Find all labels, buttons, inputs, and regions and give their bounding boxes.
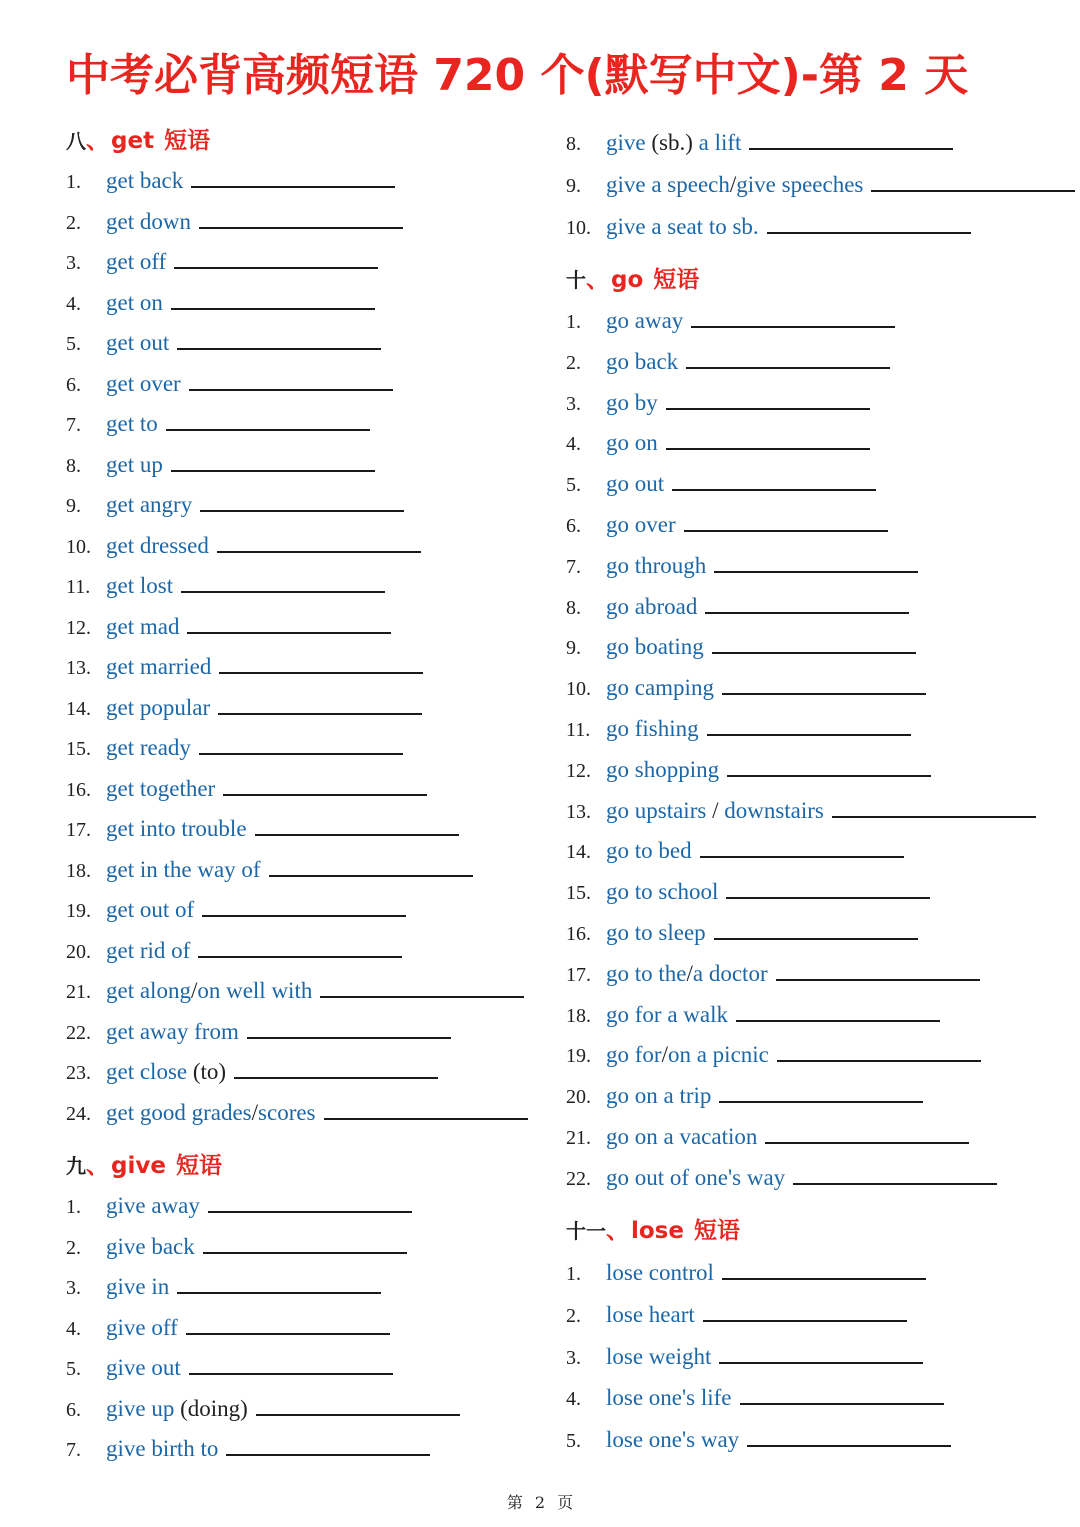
item-number: 5. — [66, 1358, 81, 1380]
item-number: 6. — [66, 1398, 81, 1421]
section-heading-keyword: get — [111, 128, 155, 154]
item-number: 2. — [566, 351, 581, 374]
answer-blank[interactable] — [217, 550, 421, 553]
answer-blank[interactable] — [776, 978, 980, 981]
phrase-row — [566, 713, 911, 745]
answer-blank[interactable] — [256, 1413, 460, 1416]
phrase-text: get in the way of — [106, 856, 261, 882]
item-number: 19. — [66, 900, 91, 922]
phrase-text: lose one's life — [606, 1385, 732, 1411]
phrase-text: give birth to — [106, 1436, 219, 1461]
phrase-text: give a seat to sb. — [606, 214, 759, 239]
answer-blank[interactable] — [199, 226, 403, 229]
phrase-row — [66, 813, 459, 845]
phrase-row — [566, 1424, 951, 1456]
answer-blank[interactable] — [203, 1251, 407, 1254]
phrase-text: get out of — [106, 897, 195, 922]
answer-blank[interactable] — [719, 1361, 923, 1364]
item-number: 3. — [66, 1277, 81, 1299]
item-number: 22. — [66, 1021, 91, 1044]
answer-blank[interactable] — [219, 671, 423, 674]
phrase-text: go over — [606, 512, 676, 537]
item-number: 5. — [566, 1430, 581, 1453]
item-number: 10. — [66, 535, 91, 558]
phrase-text: give a speech/give speeches — [606, 172, 864, 197]
phrase-row — [66, 1231, 407, 1263]
answer-blank[interactable] — [181, 590, 385, 593]
phrase-text: get to — [106, 411, 158, 436]
page-title: 中考必背高频短语 720 个(默写中文)-第 2 天 — [66, 50, 969, 101]
item-number: 3. — [566, 1346, 581, 1369]
item-number: 4. — [66, 292, 81, 315]
phrase-row — [566, 427, 870, 459]
answer-blank[interactable] — [189, 1372, 393, 1375]
answer-blank[interactable] — [832, 815, 1036, 818]
answer-blank[interactable] — [736, 1019, 940, 1022]
item-number: 18. — [66, 859, 91, 882]
phrase-row — [66, 246, 378, 278]
section-heading-give — [66, 1150, 222, 1182]
section-heading-numeral: 十一 — [566, 1219, 606, 1243]
phrase-row — [66, 611, 391, 643]
phrase-text: go to bed — [606, 838, 692, 864]
phrase-row — [66, 206, 403, 238]
section-heading-keyword: lose — [631, 1218, 684, 1244]
answer-blank[interactable] — [765, 1141, 969, 1144]
phrase-text: get into trouble — [106, 816, 247, 841]
answer-blank[interactable] — [189, 388, 393, 391]
phrase-row — [566, 591, 909, 623]
phrase-text: go away — [606, 308, 684, 333]
phrase-text: get up — [106, 451, 163, 477]
phrase-row — [66, 732, 403, 764]
phrase-row — [66, 1271, 381, 1303]
section-heading-keyword: give — [111, 1153, 166, 1179]
item-number: 6. — [66, 373, 81, 396]
answer-blank[interactable] — [186, 1332, 390, 1335]
answer-blank[interactable] — [166, 428, 370, 431]
answer-blank[interactable] — [202, 914, 406, 917]
answer-blank[interactable] — [208, 1210, 412, 1213]
answer-blank[interactable] — [234, 1076, 438, 1079]
item-number: 11. — [566, 719, 591, 741]
answer-blank[interactable] — [672, 488, 876, 491]
answer-blank[interactable] — [666, 407, 870, 410]
item-number: 5. — [66, 333, 81, 355]
section-heading-lose — [566, 1215, 740, 1247]
phrase-text: give off — [106, 1314, 178, 1340]
answer-blank[interactable] — [749, 147, 953, 150]
phrase-row — [66, 692, 422, 724]
section-heading-keyword: go — [611, 267, 644, 293]
answer-blank[interactable] — [177, 1291, 381, 1294]
phrase-row — [566, 631, 916, 663]
phrase-text: go fishing — [606, 716, 699, 741]
phrase-row — [66, 975, 524, 1007]
phrase-row — [66, 489, 404, 521]
phrase-text: get down — [106, 208, 191, 234]
footer-page-number: 2 — [534, 1493, 546, 1512]
phrase-text: get back — [106, 168, 184, 193]
item-number: 6. — [566, 515, 581, 537]
item-number: 4. — [566, 1388, 581, 1411]
answer-blank[interactable] — [187, 631, 391, 634]
answer-blank[interactable] — [171, 307, 375, 310]
phrase-row — [566, 346, 890, 378]
phrase-row — [66, 1352, 393, 1384]
phrase-text: give up (doing) — [106, 1395, 248, 1421]
item-number: 9. — [66, 495, 81, 517]
phrase-text: get popular — [106, 694, 211, 720]
answer-blank[interactable] — [722, 1277, 926, 1280]
phrase-text: lose weight — [606, 1343, 712, 1369]
answer-blank[interactable] — [177, 347, 381, 350]
section-heading-label: 短语 — [693, 1218, 740, 1244]
section-heading-sep: 、 — [606, 1218, 629, 1244]
answer-blank[interactable] — [191, 185, 395, 188]
answer-blank[interactable] — [767, 231, 971, 234]
item-number: 2. — [566, 1304, 581, 1327]
phrase-text: get along/on well with — [106, 978, 313, 1003]
item-number: 23. — [66, 1062, 91, 1084]
phrase-text: get off — [106, 249, 167, 274]
item-number: 16. — [566, 923, 591, 945]
footer-prefix: 第 — [506, 1493, 523, 1512]
phrase-text: go on a vacation — [606, 1124, 758, 1149]
answer-blank[interactable] — [269, 874, 473, 877]
phrase-row — [66, 327, 381, 359]
phrase-text: get dressed — [106, 532, 209, 558]
answer-blank[interactable] — [777, 1059, 981, 1062]
phrase-text: get close (to) — [106, 1059, 227, 1084]
phrase-text: lose heart — [606, 1301, 695, 1327]
phrase-text: get good grades/scores — [106, 1099, 316, 1125]
phrase-text: go for a walk — [606, 1001, 728, 1027]
item-number: 1. — [566, 311, 581, 333]
answer-blank[interactable] — [684, 529, 888, 532]
item-number: 20. — [566, 1086, 591, 1109]
item-number: 16. — [66, 778, 91, 801]
phrase-text: give away — [106, 1193, 200, 1218]
phrase-row — [66, 408, 370, 440]
section-heading-label: 短语 — [175, 1153, 222, 1179]
item-number: 9. — [566, 175, 581, 197]
item-number: 13. — [66, 657, 91, 679]
phrase-row — [566, 917, 918, 949]
phrase-text: get ready — [106, 735, 191, 760]
phrase-text: get away from — [106, 1018, 239, 1044]
item-number: 17. — [66, 819, 91, 841]
phrase-row — [566, 1299, 907, 1331]
phrase-row — [566, 509, 888, 541]
answer-blank[interactable] — [691, 325, 895, 328]
phrase-row — [66, 287, 375, 319]
phrase-row — [66, 1433, 430, 1465]
item-number: 21. — [66, 981, 91, 1003]
item-number: 7. — [66, 1439, 81, 1461]
item-number: 10. — [566, 678, 591, 701]
phrase-row — [66, 1393, 460, 1425]
answer-blank[interactable] — [727, 774, 931, 777]
item-number: 3. — [66, 252, 81, 274]
phrase-text: get over — [106, 370, 181, 396]
phrase-row — [566, 876, 930, 908]
answer-blank[interactable] — [226, 1453, 430, 1456]
section-heading-numeral: 十 — [566, 268, 586, 292]
phrase-row — [66, 1312, 390, 1344]
phrase-text: give (sb.) a lift — [606, 130, 742, 155]
phrase-row — [566, 1039, 981, 1071]
item-number: 19. — [566, 1045, 591, 1068]
phrase-text: go abroad — [606, 593, 698, 619]
phrase-row — [66, 530, 421, 562]
phrase-row — [66, 449, 375, 481]
item-number: 8. — [566, 133, 581, 155]
phrase-text: go boating — [606, 634, 704, 660]
phrase-text: go by — [606, 389, 658, 415]
item-number: 14. — [566, 841, 591, 864]
phrase-text: get mad — [106, 613, 180, 639]
answer-blank[interactable] — [223, 793, 427, 796]
answer-blank[interactable] — [218, 712, 422, 715]
answer-blank[interactable] — [714, 570, 918, 573]
phrase-row — [66, 935, 402, 967]
answer-blank[interactable] — [666, 447, 870, 450]
item-number: 11. — [66, 576, 91, 598]
phrase-row — [566, 999, 940, 1031]
answer-blank[interactable] — [793, 1182, 997, 1185]
phrase-text: lose one's way — [606, 1427, 740, 1453]
phrase-text: go through — [606, 552, 707, 578]
item-number: 12. — [566, 759, 591, 782]
item-number: 2. — [66, 211, 81, 234]
section-heading-get — [66, 125, 210, 157]
item-number: 8. — [566, 596, 581, 619]
phrase-row — [566, 1382, 944, 1414]
section-heading-sep: 、 — [86, 128, 109, 154]
section-heading-label: 短语 — [164, 128, 211, 154]
phrase-text: get married — [106, 654, 212, 679]
phrase-text: get rid of — [106, 937, 191, 963]
item-number: 21. — [566, 1127, 591, 1149]
item-number: 4. — [566, 433, 581, 456]
phrase-row — [566, 1341, 923, 1373]
answer-blank[interactable] — [747, 1444, 951, 1447]
phrase-row — [66, 165, 395, 197]
section-heading-sep: 、 — [86, 1153, 109, 1179]
phrase-row — [66, 368, 393, 400]
item-number: 1. — [66, 1196, 81, 1218]
phrase-row — [566, 1162, 997, 1194]
phrase-text: go back — [606, 348, 679, 374]
item-number: 15. — [66, 738, 91, 760]
phrase-row — [566, 754, 931, 786]
phrase-text: go for/on a picnic — [606, 1042, 769, 1068]
answer-blank[interactable] — [871, 189, 1075, 192]
phrase-row — [566, 795, 1036, 827]
item-number: 10. — [566, 217, 591, 239]
answer-blank[interactable] — [700, 855, 904, 858]
item-number: 7. — [66, 414, 81, 436]
item-number: 9. — [566, 637, 581, 660]
phrase-row — [66, 570, 385, 602]
answer-blank[interactable] — [199, 752, 403, 755]
item-number: 1. — [66, 171, 81, 193]
item-number: 1. — [566, 1263, 581, 1285]
phrase-row — [66, 1056, 438, 1088]
footer-suffix: 页 — [557, 1493, 574, 1512]
item-number: 3. — [566, 392, 581, 415]
answer-blank[interactable] — [705, 611, 909, 614]
phrase-row — [566, 169, 1075, 201]
phrase-row — [566, 387, 870, 419]
item-number: 14. — [66, 697, 91, 720]
phrase-row — [66, 1016, 451, 1048]
phrase-row — [566, 468, 876, 500]
phrase-text: get angry — [106, 492, 193, 517]
section-heading-sep: 、 — [586, 267, 609, 293]
phrase-text: give in — [106, 1274, 170, 1299]
item-number: 24. — [66, 1102, 91, 1125]
phrase-row — [66, 651, 423, 683]
item-number: 17. — [566, 963, 591, 986]
answer-blank[interactable] — [255, 833, 459, 836]
page-footer — [0, 1490, 1080, 1513]
phrase-text: go out — [606, 471, 665, 497]
answer-blank[interactable] — [320, 995, 524, 998]
phrase-row — [566, 1257, 926, 1289]
phrase-text: give out — [106, 1355, 181, 1380]
phrase-row — [66, 773, 427, 805]
phrase-row — [566, 305, 895, 337]
section-heading-numeral: 八 — [66, 129, 86, 153]
phrase-text: go on a trip — [606, 1083, 712, 1109]
item-number: 20. — [66, 940, 91, 963]
phrase-row — [566, 672, 926, 704]
phrase-text: get lost — [106, 573, 174, 598]
answer-blank[interactable] — [726, 896, 930, 899]
phrase-text: go on — [606, 430, 658, 456]
phrase-text: get together — [106, 775, 216, 801]
section-heading-go — [566, 264, 699, 296]
answer-blank[interactable] — [174, 266, 378, 269]
phrase-row — [66, 854, 473, 886]
item-number: 4. — [66, 1317, 81, 1340]
item-number: 7. — [566, 555, 581, 578]
phrase-row — [566, 1080, 923, 1112]
item-number: 8. — [66, 454, 81, 477]
phrase-text: get on — [106, 289, 163, 315]
answer-blank[interactable] — [703, 1319, 907, 1322]
phrase-text: give back — [106, 1233, 195, 1259]
answer-blank[interactable] — [712, 651, 916, 654]
phrase-row — [566, 211, 971, 243]
phrase-text: go upstairs / downstairs — [606, 797, 824, 823]
phrase-row — [566, 127, 953, 159]
phrase-text: go to sleep — [606, 920, 706, 945]
answer-blank[interactable] — [247, 1036, 451, 1039]
phrase-text: go shopping — [606, 756, 720, 782]
phrase-row — [566, 958, 980, 990]
phrase-row — [566, 1121, 969, 1153]
phrase-row — [66, 894, 406, 926]
answer-blank[interactable] — [740, 1402, 944, 1405]
answer-blank[interactable] — [324, 1117, 528, 1120]
answer-blank[interactable] — [171, 469, 375, 472]
answer-blank[interactable] — [200, 509, 404, 512]
phrase-text: go out of one's way — [606, 1164, 786, 1190]
item-number: 13. — [566, 800, 591, 823]
phrase-row — [566, 550, 918, 582]
phrase-text: get out — [106, 330, 170, 355]
item-number: 2. — [66, 1236, 81, 1259]
answer-blank[interactable] — [719, 1100, 923, 1103]
answer-blank[interactable] — [707, 733, 911, 736]
phrase-text: go camping — [606, 675, 714, 701]
answer-blank[interactable] — [722, 692, 926, 695]
item-number: 5. — [566, 474, 581, 497]
answer-blank[interactable] — [198, 955, 402, 958]
item-number: 22. — [566, 1167, 591, 1190]
phrase-text: go to school — [606, 879, 719, 905]
answer-blank[interactable] — [686, 366, 890, 369]
phrase-text: go to the/a doctor — [606, 960, 768, 986]
item-number: 12. — [66, 616, 91, 639]
section-heading-label: 短语 — [653, 267, 700, 293]
item-number: 18. — [566, 1004, 591, 1027]
answer-blank[interactable] — [714, 937, 918, 940]
phrase-row — [566, 835, 904, 867]
phrase-row — [66, 1097, 528, 1129]
section-heading-numeral: 九 — [66, 1154, 86, 1178]
item-number: 15. — [566, 882, 591, 905]
phrase-text: lose control — [606, 1260, 714, 1285]
phrase-row — [66, 1190, 412, 1222]
